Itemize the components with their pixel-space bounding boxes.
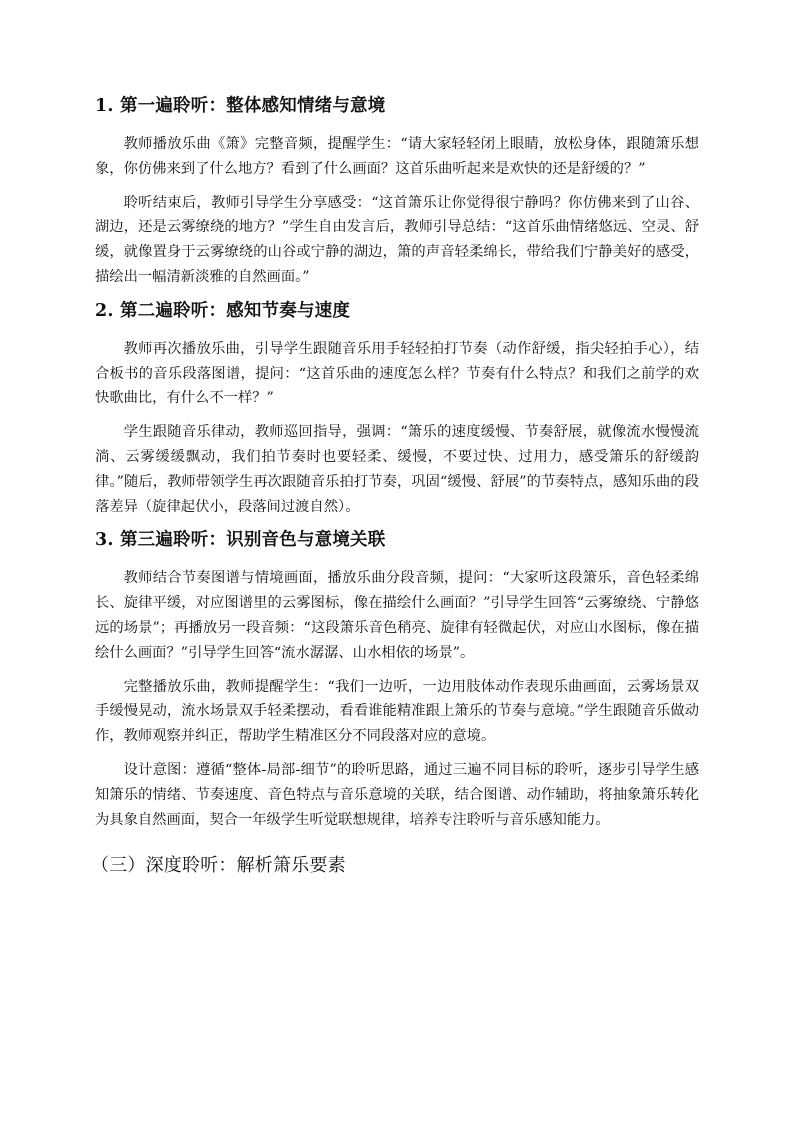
section-heading: 2. 第二遍聆听：感知节奏与速度 [95,300,351,321]
paragraph: 教师再次播放乐曲，引导学生跟随音乐用手轻轻拍打节奏（动作舒缓，指尖轻拍手心），结合板书的音乐段落图谱，提问：“这首乐曲的速度怎么样？节奏有什么特点？和我们之前学的欢快歌曲比，有什么不一样？” [95,340,699,407]
design-intent-paragraph: 设计意图：遵循“整体-局部-细节”的聆听思路，通过三遍不同目标的聆听，逐步引导学生感知箫乐的情绪、节奏速度、音色特点与音乐意境的关联，结合图谱、动作辅助，将抽象箫乐转化为具象自然画面，契合一年级学生听觉联想规律，培养专注聆听与音乐感知能力。 [95,761,699,828]
paragraph: 完整播放乐曲，教师提醒学生：“我们一边听，一边用肢体动作表现乐曲画面，云雾场景双手缓慢晃动，流水场景双手轻柔摆动，看看谁能精准跟上箫乐的节奏与意境。”学生跟随音乐做动作，教师观察并纠正，帮助学生精准区分不同段落对应的意境。 [95,678,699,745]
document-page [91,94,699,892]
section-second-listening [95,299,699,520]
section-heading: 1. 第一遍聆听：整体感知情绪与意境 [95,96,386,116]
section-heading: 3. 第三遍聆听：识别音色与意境关联 [95,530,386,551]
subheading-deep-listening: （三）深度聆听：解析箫乐要素 [91,855,346,877]
section-third-listening [95,528,699,832]
paragraph: 教师播放乐曲《箫》完整音频，提醒学生：“请大家轻轻闭上眼睛，放松身体，跟随箫乐想象，你仿佛来到了什么地方？看到了什么画面？这首乐曲听起来是欢快的还是舒缓的？” [95,136,699,177]
section-first-listening [95,94,699,290]
paragraph: 聆听结束后，教师引导学生分享感受：“这首箫乐让你觉得很宁静吗？你仿佛来到了山谷、湖边，还是云雾缭绕的地方？”学生自由发言后，教师引导总结：“这首乐曲情绪悠远、空灵、舒缓，就像置身于云雾缭绕的山谷或宁静的湖边，箫的声音轻柔绵长，带给我们宁静美好的感受，描绘出一幅清新淡雅的自然画面。” [95,194,699,285]
paragraph: 学生跟随音乐律动，教师巡回指导，强调：“箫乐的速度缓慢、节奏舒展，就像流水慢慢流淌、云雾缓缓飘动，我们拍节奏时也要轻柔、缓慢，不要过快、过用力，感受箫乐的舒缓韵律。”随后，教师带领学生再次跟随音乐拍打节奏，巩固“缓慢、舒展”的节奏特点，感知乐曲的段落差异（旋律起伏小，段落间过渡自然）。 [95,424,699,515]
paragraph: 教师结合节奏图谱与情境画面，播放乐曲分段音频，提问：“大家听这段箫乐，音色轻柔绵长、旋律平缓，对应图谱里的云雾图标，像在描绘什么画面？”引导学生回答“云雾缭绕、宁静悠远的场景”；再播放另一段音频：“这段箫乐音色稍亮、旋律有轻微起伏，对应山水图标，像在描绘什么画面？”引导学生回答“流水潺潺、山水相依的场景”。 [95,570,699,661]
